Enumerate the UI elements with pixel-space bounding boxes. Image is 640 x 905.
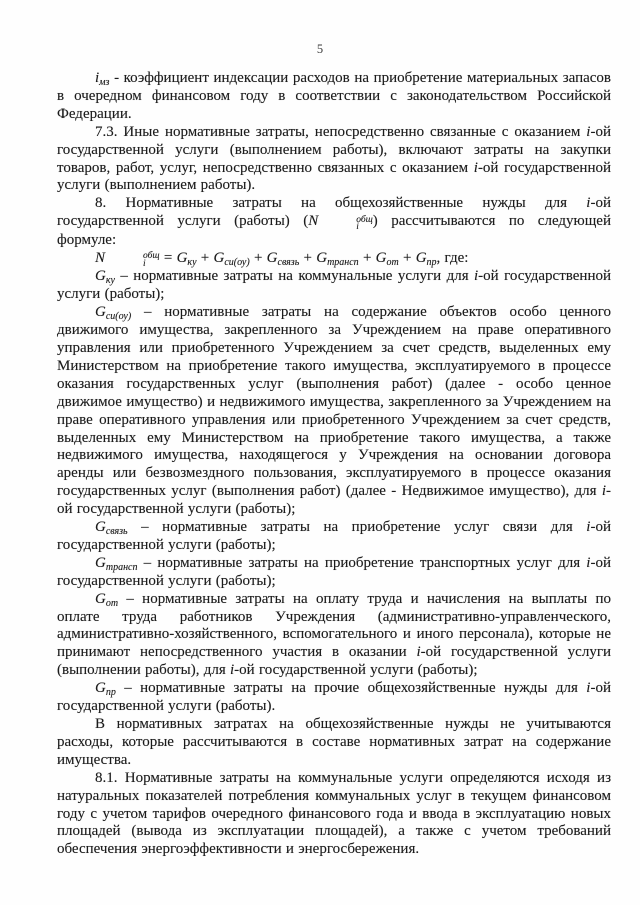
variable: G — [266, 249, 278, 266]
subscript: i — [356, 222, 359, 233]
variable: G — [176, 249, 188, 266]
variable-i: i — [416, 644, 421, 661]
para-g-pr: $G_{пр}$ – нормативные затраты на прочие общехозяйственные нужды для i-ой государственной услуги (работы). — [57, 680, 611, 715]
variable: G — [415, 249, 427, 266]
variable: N — [308, 213, 319, 230]
variable-subscript: трансп — [327, 256, 359, 268]
variable: G — [95, 680, 106, 697]
para-7-3: 7.3. Иные нормативные затраты, непосредственно связанные с оказанием i-ой государственной услуги (выполнением работы), включают затраты на закупки товаров, работ, услуг, непосредственно связанных с оказанием i-ой государственной услуги (выполнением работы). — [57, 123, 611, 194]
variable-subscript: си(оу) — [105, 311, 132, 323]
variable-subscript: си(оу) — [224, 256, 250, 268]
document-body — [57, 70, 611, 859]
variable-subscript: связь — [105, 526, 128, 538]
variable-i: i — [474, 268, 479, 285]
variable: G — [375, 249, 387, 266]
para-imz-definition: $i_{мз}$ - коэффициент индексации расходов на приобретение материальных запасов в очередном финансовом году в соответствии с законодательством Российской Федерации. — [57, 70, 611, 122]
variable: G — [316, 249, 328, 266]
variable-subscript: пр — [105, 687, 116, 699]
para-g-ot: $G_{от}$ – нормативные затраты на оплату труда и начисления на выплаты по оплате труда работников Учреждения (административно-управленческого, административно-хозяйственного, вспомогательного и иного персонала), которые не принимают непосредственного участия в оказании i-ой государственной услуги (выполнении работы), для i-ой государственной услуги (работы); — [57, 590, 612, 679]
formula-n-obshch: N общ i = $G_{ку} + G_{си(оу)} + G_{связь} + G_{трансп} + G_{от} + G_{пр}$, где: — [95, 249, 469, 269]
para-g-svyaz: $G_{связь}$ – нормативные затраты на приобретение услуг связи для i-ой государственной услуги (работы); — [57, 519, 611, 553]
para-g-si-ou: $G_{си(оу)}$ – нормативные затраты на содержание объектов особо ценного движимого имущества, закрепленного за Учреждением на праве оперативного управления или приобретенного Учреждением за счет средств, выделенных ему Министерством на приобретение такого имущества, эксплуатируемого в процессе оказания государственных услуг (выполнения работ) (далее - особо ценное движимое имущество) и недвижимого имущества, закрепленного за Учреждением на праве оперативного управления или приобретенного Учреждением за счет средств, выделенных ему Министерством на приобретение такого имущества, а также недвижимого имущества, находящегося у Учреждения на основании договора аренды или безвозмездного пользования, эксплуатируемого в процессе оказания государственных услуг (выполнения работ) (далее - Недвижимое имущество), для i-ой государственной услуги (работы); — [57, 304, 611, 518]
variable-supersubscript — [318, 214, 373, 233]
para-g-transp: $G_{трансп}$ – нормативные затраты на приобретение транспортных услуг для i-ой государственной услуги (работы); — [57, 554, 611, 589]
page-number: 5 — [316, 42, 324, 56]
variable-i: i — [586, 554, 591, 571]
variable: G — [95, 304, 106, 321]
variable-subscript: связь — [277, 256, 300, 268]
variable-i: i — [229, 662, 235, 679]
variable-i: i — [473, 159, 478, 176]
superscript: общ — [143, 251, 160, 262]
variable-subscript: от — [105, 597, 119, 609]
variable-subscript: ку — [187, 256, 197, 268]
variable: i — [95, 70, 100, 86]
variable-subscript: ку — [105, 275, 115, 287]
para-g-ku: $G_{ку}$ – нормативные затраты на коммунальные услуги для i-ой государственной услуги (работы); — [57, 268, 611, 303]
variable-subscript: мз — [99, 77, 110, 88]
superscript: общ — [356, 214, 373, 225]
variable-supersubscript — [105, 253, 160, 268]
variable: G — [95, 554, 106, 571]
variable: G — [95, 519, 106, 536]
variable-i: i — [586, 680, 591, 697]
variable-subscript: пр — [426, 256, 437, 268]
variable-i: i — [601, 483, 606, 500]
variable-i: i — [586, 123, 591, 140]
variable: G — [213, 249, 225, 266]
variable-i: i — [586, 195, 591, 212]
para-exclusion-note: В нормативных затратах на общехозяйственные нужды не учитываются расходы, которые рассчитываются в составе нормативных затрат на содержание имущества. — [57, 716, 611, 768]
para-8-1: 8.1. Нормативные затраты на коммунальные услуги определяются исходя из натуральных показателей потребления коммунальных услуг в текущем финансовом году с учетом тарифов очередного финансового года и ввода в эксплуатацию новых площадей (вывода из эксплуатации площадей), а также с учетом требований обеспечения энергоэффективности и энергосбережения. — [57, 769, 611, 858]
variable: G — [95, 590, 106, 607]
variable: G — [95, 268, 106, 285]
variable: N — [95, 249, 106, 266]
subscript: i — [143, 258, 146, 269]
variable-i: i — [586, 519, 591, 536]
para-8-heading: 8. Нормативные затраты на общехозяйственные нужды для i-ой государственной услуги (работы) (N общ i ) рассчитываются по следующей формуле: — [57, 195, 611, 248]
variable-subscript: трансп — [105, 561, 138, 573]
variable-subscript: от — [386, 256, 399, 268]
